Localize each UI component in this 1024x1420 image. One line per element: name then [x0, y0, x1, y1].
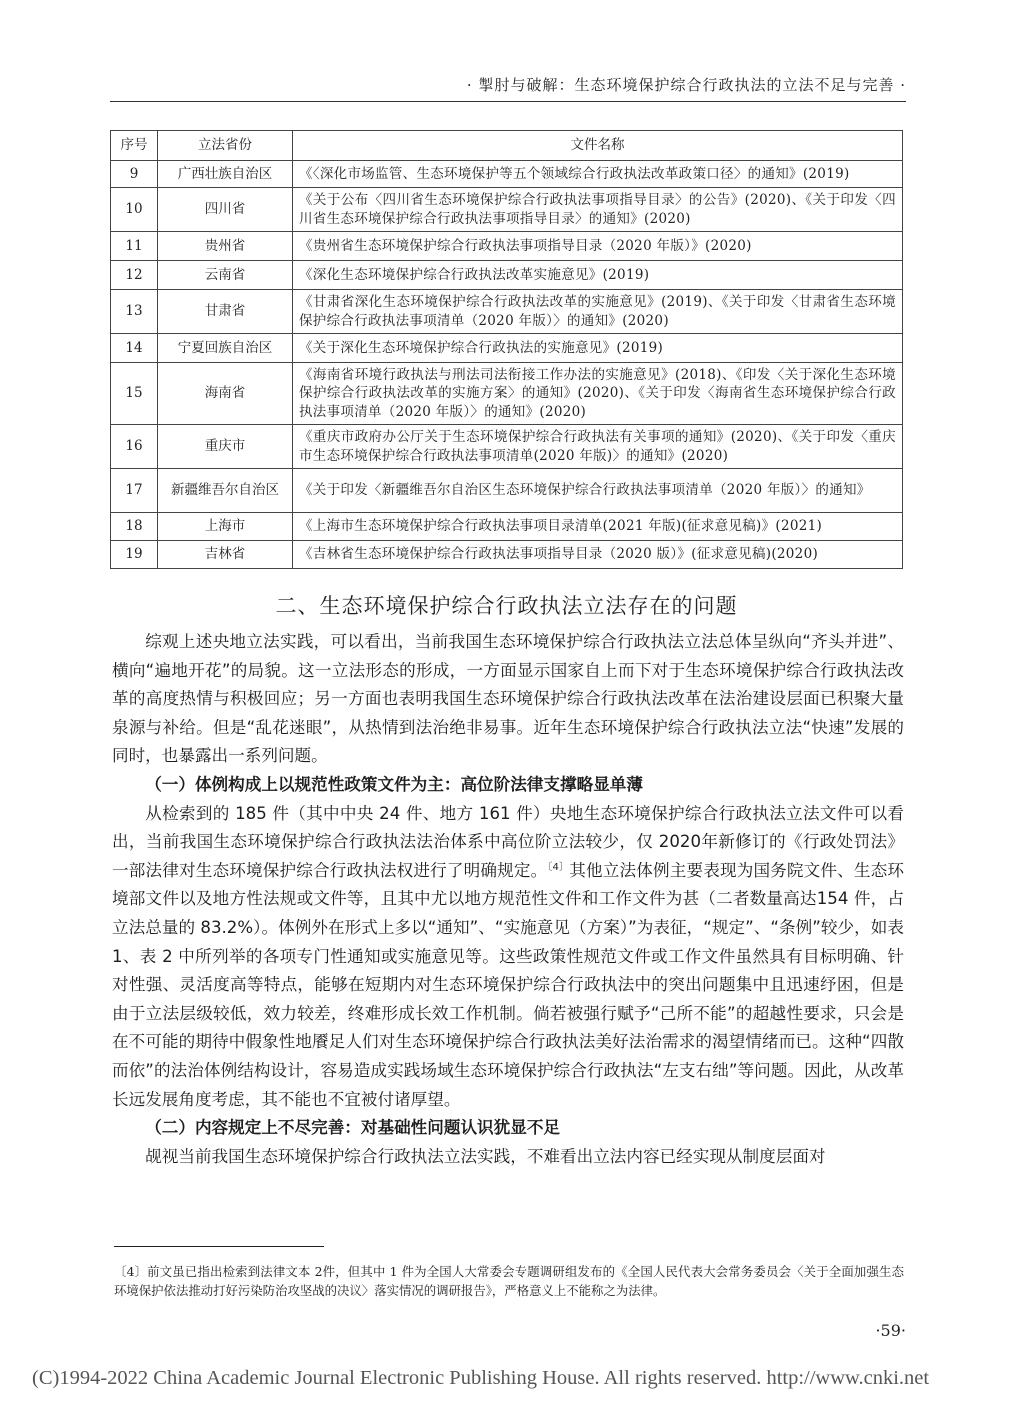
row-document: 《关于印发〈新疆维吾尔自治区生态环境保护综合行政执法事项清单（2020 年版）〉的通知》: [293, 469, 903, 513]
row-document: 《深化生态环境保护综合行政执法改革实施意见》(2019): [293, 261, 903, 290]
row-document: 《上海市生态环境保护综合行政执法事项目录清单(2021 年版)(征求意见稿)》(2021): [293, 513, 903, 541]
paragraph: [112, 800, 904, 1115]
table-header-row: [111, 131, 903, 161]
table-row: [111, 161, 903, 188]
row-province: 海南省: [158, 363, 293, 425]
row-document: 《关于公布〈四川省生态环境保护综合行政执法事项指导目录〉的公告》(2020)、《关于印发〈四川省生态环境保护综合行政执法事项指导目录〉的通知》(2020): [293, 188, 903, 232]
row-province: 吉林省: [158, 541, 293, 569]
table-row: [111, 188, 903, 232]
footnote-divider: [114, 1246, 324, 1247]
row-number: 9: [111, 161, 158, 188]
row-number: 18: [111, 513, 158, 541]
subsection-heading: （二）内容规定上不尽完善：对基础性问题认识犹显不足: [145, 1118, 561, 1138]
row-number: 12: [111, 261, 158, 290]
copyright-notice: (C)1994-2022 China Academic Journal Electronic Publishing House. All rights reserved. http://www.cnki.net: [32, 1367, 930, 1389]
paragraph: 综观上述央地立法实践，可以看出，当前我国生态环境保护综合行政执法立法总体呈纵向“齐头并进”、横向“遍地开花”的局貌。这一立法形态的形成，一方面显示国家自上而下对于生态环境保护综合行政执法改革的高度热情与积极回应；另一方面也表明我国生态环境保护综合行政执法改革在法治建设层面已积聚大量泉源与补给。但是“乱花迷眼”，从热情到法治绝非易事。近年生态环境保护综合行政执法立法“快速”发展的同时，也暴露出一系列问题。: [112, 632, 904, 766]
row-number: 11: [111, 232, 158, 261]
row-document: 《海南省环境行政执法与刑法司法衔接工作办法的实施意见》(2018)、《印发〈关于深化生态环境保护综合行政执法改革的实施方案〉的通知》(2020)、《关于印发〈海南省生态环境保护综合行政执法事项清单（2020 年版）〉的通知》(2020): [293, 363, 903, 425]
paragraph-text: 其他立法体例主要表现为国务院文件、生态环境部文件以及地方性法规或文件等，且其中尤以地方规范性文件和工作文件为甚（二者数量高达154 件，占立法总量的 83.2%）。体例外在形式上多以“通知”、“实施意见（方案）”为表征，“规定”、“条例”较少，如表 1、表 2 中所列举的各项专门性通知或实施意见等。这些政策性规范文件或工作文件虽然具有目标明确、针对性强、灵活度高等特点，能够在短期内对生态环境保护综合行政执法中的突出问题集中且迅速纾困，但是由于立法层级较低，效力较差，终难形成长效工作机制。倘若被强行赋予“己所不能”的超越性要求，只会是在不可能的期待中假象性地餍足人们对生态环境保护综合行政执法美好法治需求的渴望情绪而已。这种“四散而依”的法治体例结构设计，容易造成实践场域生态环境保护综合行政执法“左支右绌”等问题。因此，从改革长远发展角度考虑，其不能也不宜被付诸厚望。: [112, 860, 905, 1109]
row-province: 宁夏回族自治区: [158, 334, 293, 363]
row-number: 17: [111, 469, 158, 513]
row-province: 四川省: [158, 188, 293, 232]
page-number: ·59·: [875, 1321, 906, 1340]
row-province: 新疆维吾尔自治区: [158, 469, 293, 513]
footnote: 〔4〕前文虽已指出检索到法律文本 2件，但其中 1 件为全国人大常委会专题调研组发布的《全国人民代表大会常务委员会〈关于全面加强生态环境保护依法推动打好污染防治攻坚战的决议〉落实情况的调研报告》，严格意义上不能称之为法律。: [114, 1264, 904, 1298]
row-document: 《关于深化生态环境保护综合行政执法的实施意见》(2019): [293, 334, 903, 363]
table-row: [111, 513, 903, 541]
subsection-heading: （一）体例构成上以规范性政策文件为主：高位阶法律支撑略显单薄: [145, 774, 643, 794]
running-header: · 掣肘与破解：生态环境保护综合行政执法的立法不足与完善 ·: [466, 76, 906, 94]
header-divider: [110, 101, 906, 102]
col-header-document: 文件名称: [293, 131, 903, 161]
table-row: [111, 290, 903, 334]
footnote-ref[interactable]: 〔4〕: [547, 861, 570, 873]
article-body: [112, 628, 904, 1171]
row-document: 《吉林省生态环境保护综合行政执法事项指导目录（2020 版）》(征求意见稿)(2020): [293, 541, 903, 569]
row-document: 《贵州省生态环境保护综合行政执法事项指导目录（2020 年版）》(2020): [293, 232, 903, 261]
row-number: 14: [111, 334, 158, 363]
section-title: 二、生态环境保护综合行政执法立法存在的问题: [275, 594, 738, 618]
legislation-table: [110, 130, 903, 569]
table-row: [111, 541, 903, 569]
col-header-province: 立法省份: [158, 131, 293, 161]
row-number: 16: [111, 425, 158, 469]
row-number: 13: [111, 290, 158, 334]
row-province: 贵州省: [158, 232, 293, 261]
paragraph: 觇视当前我国生态环境保护综合行政执法立法实践，不难看出立法内容已经实现从制度层面对: [145, 1146, 826, 1166]
col-header-number: 序号: [111, 131, 158, 161]
row-province: 上海市: [158, 513, 293, 541]
table-row: [111, 363, 903, 425]
row-province: 广西壮族自治区: [158, 161, 293, 188]
row-document: 《〈深化市场监管、生态环境保护等五个领域综合行政执法改革政策口径〉的通知》(2019): [293, 161, 903, 188]
row-document: 《重庆市政府办公厅关于生态环境保护综合行政执法有关事项的通知》(2020)、《关于印发〈重庆市生态环境保护综合行政执法事项清单(2020 年版)〉的通知》(2020): [293, 425, 903, 469]
row-province: 重庆市: [158, 425, 293, 469]
row-document: 《甘肃省深化生态环境保护综合行政执法改革的实施意见》(2019)、《关于印发〈甘肃省生态环境保护综合行政执法事项清单（2020 年版）〉的通知》(2020): [293, 290, 903, 334]
table-row: [111, 334, 903, 363]
table-row: [111, 469, 903, 513]
row-province: 云南省: [158, 261, 293, 290]
table-row: [111, 232, 903, 261]
row-number: 10: [111, 188, 158, 232]
table-row: [111, 261, 903, 290]
table-row: [111, 425, 903, 469]
paragraph-text: 从检索到的 185 件（其中中央 24 件、地方 161 件）央地生态环境保护综合行政执法立法文件可以看出，当前我国生态环境保护综合行政执法法治体系中高位阶立法较少，仅 2020年新修订的《行政处罚法》一部法律对生态环境保护综合行政执法权进行了明确规定。: [112, 803, 904, 880]
row-province: 甘肃省: [158, 290, 293, 334]
row-number: 19: [111, 541, 158, 569]
row-number: 15: [111, 363, 158, 425]
